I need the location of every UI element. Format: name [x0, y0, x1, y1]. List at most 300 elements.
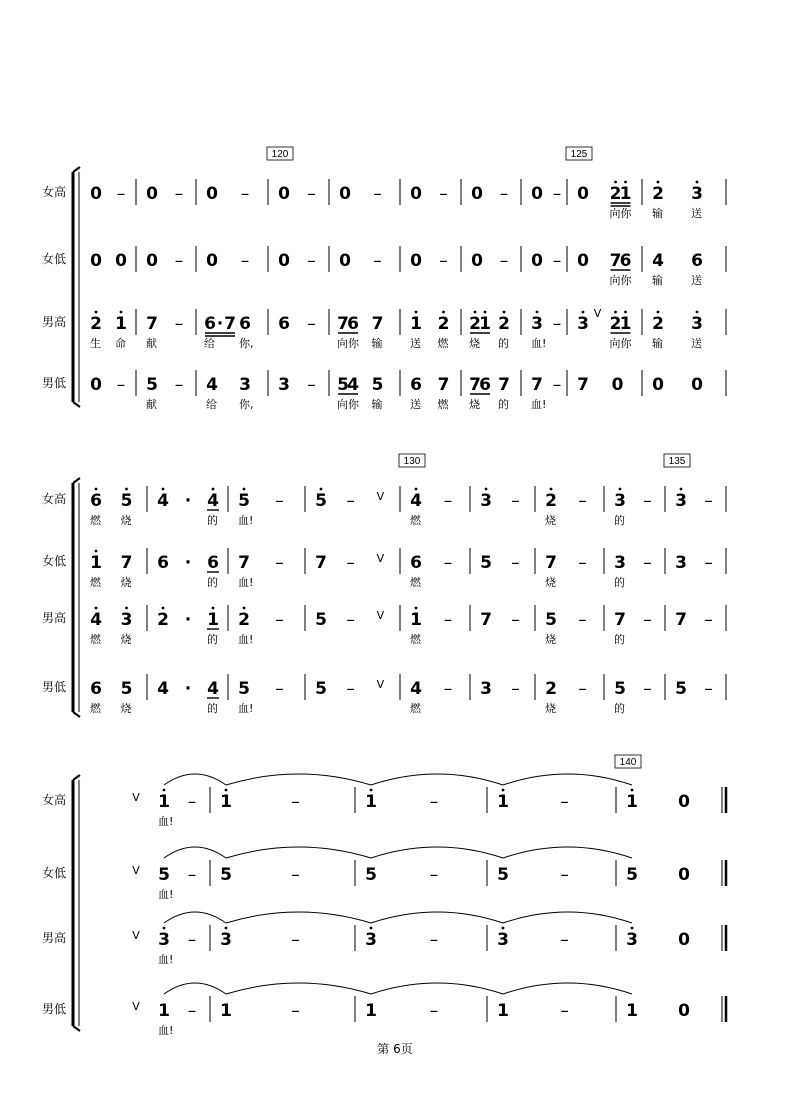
- extension-dash: –: [429, 792, 439, 812]
- extension-dash: –: [552, 314, 562, 334]
- lyric: 的: [614, 514, 625, 527]
- tie: [371, 847, 503, 858]
- octave-dot-high: [503, 311, 506, 314]
- breath-mark: V: [132, 1000, 140, 1013]
- score: [42, 147, 726, 1037]
- part-name: 女低: [41, 252, 67, 266]
- note-digit: 3: [120, 610, 133, 630]
- extension-dash: –: [174, 184, 184, 204]
- lyric: 送: [410, 337, 421, 350]
- rest: 0: [206, 184, 218, 204]
- bracket-top-hook: [73, 775, 80, 780]
- note-digit: 2: [545, 491, 557, 511]
- extension-dash: –: [443, 679, 453, 699]
- breath-mark: V: [132, 929, 140, 942]
- note-digit: 4: [207, 491, 219, 511]
- extension-dash: –: [643, 679, 652, 699]
- octave-dot-high: [95, 550, 98, 553]
- rest: 0: [90, 375, 102, 395]
- lyric: 命: [115, 337, 126, 350]
- octave-dot-high: [320, 488, 323, 491]
- octave-dot-high: [550, 488, 553, 491]
- lyric: 血!: [238, 576, 254, 589]
- note-digit: 4: [410, 679, 422, 699]
- augmentation-dot: ·: [184, 553, 192, 573]
- system-3: [42, 755, 726, 1037]
- page-footer: 第 6页: [377, 1042, 413, 1056]
- rest: 0: [90, 251, 102, 271]
- part-name: 男高: [41, 931, 67, 945]
- lyric: 燃: [90, 702, 101, 715]
- lyric: 输: [652, 274, 663, 287]
- lyric: 血!: [531, 337, 547, 350]
- rest: 0: [471, 251, 483, 271]
- extension-dash: –: [578, 610, 587, 630]
- note-digit: 7: [146, 314, 158, 334]
- octave-dot-high: [631, 927, 634, 930]
- part-女高: [42, 179, 726, 220]
- lyric: 输: [652, 207, 663, 220]
- extension-dash: –: [511, 679, 520, 699]
- note-digit: 3: [614, 553, 626, 573]
- lyric: 献: [146, 398, 157, 411]
- extension-dash: –: [240, 251, 250, 271]
- rest: 0: [531, 184, 543, 204]
- octave-dot-high: [696, 311, 699, 314]
- octave-dot-high: [502, 927, 505, 930]
- extension-dash: –: [499, 251, 509, 271]
- note-digit: 1: [365, 1001, 377, 1021]
- octave-dot-high: [484, 311, 487, 314]
- extension-dash: –: [643, 553, 652, 573]
- octave-dot-high: [95, 607, 98, 610]
- bracket-top-hook: [73, 478, 80, 483]
- note-digit: 5: [626, 865, 638, 885]
- extension-dash: –: [291, 1001, 300, 1021]
- octave-dot-high: [163, 789, 166, 792]
- lyric: 送: [691, 274, 702, 287]
- note-digit: 6: [347, 314, 359, 334]
- augmentation-dot: ·: [184, 491, 192, 511]
- lyric: 燃: [437, 398, 449, 411]
- lyric: 烧: [120, 514, 132, 527]
- note-digit: 3: [531, 314, 543, 334]
- lyric: 献: [146, 337, 157, 350]
- note-digit: 1: [410, 610, 422, 630]
- note-digit: 3: [480, 491, 492, 511]
- note-digit: 1: [158, 1001, 170, 1021]
- lyric: 给: [206, 398, 217, 411]
- note-digit: 2: [498, 314, 510, 334]
- augmentation-dot: ·: [216, 314, 224, 334]
- extension-dash: –: [499, 184, 509, 204]
- lyric: 烧: [545, 514, 556, 527]
- lyric: 的: [207, 576, 218, 589]
- note-digit: 5: [238, 679, 250, 699]
- lyric: 燃: [410, 702, 421, 715]
- octave-dot-high: [95, 488, 98, 491]
- octave-dot-high: [415, 311, 418, 314]
- note-digit: 5: [238, 491, 250, 511]
- part-男高: [42, 912, 726, 966]
- lyric: 燃: [90, 514, 101, 527]
- part-name: 男低: [41, 376, 67, 390]
- extension-dash: –: [187, 792, 197, 812]
- bracket-bottom-hook: [73, 402, 80, 407]
- lyric: 向你: [337, 337, 359, 350]
- rest: 0: [577, 184, 589, 204]
- lyric: 输: [371, 398, 383, 411]
- extension-dash: –: [346, 679, 355, 699]
- lyric: 烧: [469, 398, 480, 411]
- octave-dot-high: [415, 607, 418, 610]
- rest: 0: [678, 865, 690, 885]
- lyric: 血!: [158, 1024, 174, 1037]
- extension-dash: –: [511, 553, 520, 573]
- note-digit: 4: [652, 251, 664, 271]
- bracket-top-hook: [73, 167, 80, 172]
- lyric: 生: [90, 337, 101, 350]
- part-女低: [42, 246, 726, 287]
- octave-dot-high: [415, 488, 418, 491]
- octave-dot-high: [582, 311, 585, 314]
- extension-dash: –: [240, 184, 250, 204]
- rest: 0: [206, 251, 218, 271]
- note-digit: 5: [315, 491, 327, 511]
- octave-dot-high: [163, 927, 166, 930]
- tie: [371, 774, 503, 785]
- tie: [226, 983, 371, 994]
- rest: 0: [339, 184, 351, 204]
- note-digit: 2: [90, 314, 102, 334]
- note-digit: 5: [120, 679, 133, 699]
- note-digit: 1: [497, 1001, 509, 1021]
- tie: [503, 983, 632, 994]
- octave-dot-high: [442, 311, 445, 314]
- lyric: 输: [652, 337, 663, 350]
- breath-mark: V: [132, 864, 140, 877]
- octave-dot-high: [370, 789, 373, 792]
- octave-dot-high: [614, 311, 617, 314]
- note-digit: 2: [609, 314, 622, 334]
- octave-dot-high: [485, 488, 488, 491]
- part-男低: [42, 370, 726, 411]
- lyric: 向你: [609, 207, 632, 220]
- note-digit: 7: [531, 375, 543, 395]
- note-digit: 4: [90, 610, 102, 630]
- extension-dash: –: [560, 930, 569, 950]
- extension-dash: –: [552, 184, 562, 204]
- note-digit: 3: [480, 679, 492, 699]
- octave-dot-high: [502, 789, 505, 792]
- extension-dash: –: [187, 865, 197, 885]
- breath-mark: V: [376, 490, 385, 503]
- lyric: 你,: [239, 337, 254, 350]
- tie: [503, 847, 632, 858]
- extension-dash: –: [443, 491, 453, 511]
- note-digit: 5: [315, 610, 327, 630]
- lyric: 送: [410, 398, 421, 411]
- lyric: 烧: [545, 633, 556, 646]
- note-digit: 4: [157, 679, 169, 699]
- rest: 0: [90, 184, 102, 204]
- note-digit: 1: [410, 314, 422, 334]
- rest: 0: [115, 251, 127, 271]
- note-digit: 3: [691, 314, 703, 334]
- part-男低: [42, 983, 726, 1037]
- lyric: 血!: [238, 702, 254, 715]
- lyric: 烧: [545, 576, 556, 589]
- note-digit: 7: [614, 610, 626, 630]
- extension-dash: –: [291, 792, 300, 812]
- octave-dot-high: [243, 607, 246, 610]
- part-女低: [42, 548, 726, 589]
- extension-dash: –: [511, 610, 520, 630]
- note-digit: 7: [469, 375, 481, 395]
- note-digit: 6: [239, 314, 251, 334]
- rest: 0: [678, 1001, 690, 1021]
- octave-dot-high: [624, 311, 627, 314]
- rest: 0: [611, 375, 624, 395]
- octave-dot-high: [243, 488, 246, 491]
- extension-dash: –: [307, 375, 316, 395]
- note-digit: 6: [204, 314, 216, 334]
- extension-dash: –: [643, 610, 652, 630]
- note-digit: 5: [497, 865, 509, 885]
- lyric: 输: [371, 337, 383, 350]
- tie: [371, 912, 503, 923]
- octave-dot-high: [657, 311, 660, 314]
- lyric: 血!: [238, 633, 254, 646]
- lyric: 烧: [120, 576, 132, 589]
- tie: [164, 847, 226, 858]
- augmentation-dot: ·: [184, 610, 192, 630]
- breath-mark: V: [376, 552, 385, 565]
- tie: [226, 774, 371, 785]
- extension-dash: –: [439, 184, 448, 204]
- measure-number: 130: [403, 456, 421, 467]
- extension-dash: –: [373, 184, 382, 204]
- note-digit: 5: [371, 375, 384, 395]
- extension-dash: –: [116, 184, 126, 204]
- note-digit: 4: [410, 491, 422, 511]
- note-digit: 6: [479, 375, 491, 395]
- note-digit: 5: [220, 865, 232, 885]
- tie: [164, 774, 226, 785]
- note-digit: 6: [207, 553, 219, 573]
- lyric: 你,: [239, 398, 254, 411]
- note-digit: 1: [220, 792, 232, 812]
- extension-dash: –: [511, 491, 520, 511]
- tie: [164, 983, 226, 994]
- octave-dot-high: [225, 927, 228, 930]
- extension-dash: –: [578, 553, 587, 573]
- note-digit: 1: [626, 792, 638, 812]
- note-digit: 3: [365, 930, 377, 950]
- extension-dash: –: [704, 679, 713, 699]
- octave-dot-high: [624, 181, 627, 184]
- note-digit: 6: [90, 491, 102, 511]
- note-digit: 6: [619, 251, 632, 271]
- note-digit: 2: [157, 610, 169, 630]
- note-digit: 5: [315, 679, 327, 699]
- rest: 0: [146, 251, 158, 271]
- part-女高: [42, 486, 726, 527]
- extension-dash: –: [307, 314, 316, 334]
- note-digit: 7: [498, 375, 510, 395]
- note-digit: 2: [545, 679, 557, 699]
- lyric: 燃: [437, 337, 449, 350]
- part-name: 女高: [41, 185, 67, 199]
- note-digit: 3: [614, 491, 626, 511]
- note-digit: 7: [238, 553, 250, 573]
- note-digit: 2: [437, 314, 450, 334]
- note-digit: 7: [437, 375, 450, 395]
- note-digit: 7: [224, 314, 236, 334]
- note-digit: 2: [469, 314, 481, 334]
- note-digit: 7: [337, 314, 349, 334]
- rest: 0: [410, 184, 422, 204]
- part-男高: [42, 605, 726, 646]
- lyric: 血!: [238, 514, 254, 527]
- extension-dash: –: [704, 491, 713, 511]
- note-digit: 7: [371, 314, 384, 334]
- lyric: 血!: [158, 815, 174, 828]
- bracket-bottom-hook: [73, 712, 80, 717]
- extension-dash: –: [187, 1001, 197, 1021]
- octave-dot-high: [225, 789, 228, 792]
- extension-dash: –: [439, 251, 448, 271]
- note-digit: 1: [479, 314, 491, 334]
- measure-number: 135: [668, 456, 686, 467]
- octave-dot-high: [657, 181, 660, 184]
- note-digit: 2: [652, 184, 664, 204]
- part-男低: [42, 674, 726, 715]
- extension-dash: –: [373, 251, 382, 271]
- note-digit: 7: [577, 375, 589, 395]
- lyric: 向你: [609, 337, 632, 350]
- extension-dash: –: [174, 314, 184, 334]
- note-digit: 1: [365, 792, 377, 812]
- note-digit: 1: [207, 610, 219, 630]
- extension-dash: –: [346, 553, 355, 573]
- note-digit: 6: [410, 553, 422, 573]
- lyric: 的: [614, 702, 625, 715]
- lyric: 向你: [337, 398, 359, 411]
- extension-dash: –: [291, 865, 300, 885]
- octave-dot-high: [631, 789, 634, 792]
- note-digit: 4: [347, 375, 359, 395]
- note-digit: 6: [691, 251, 703, 271]
- rest: 0: [691, 375, 703, 395]
- octave-dot-high: [680, 488, 683, 491]
- note-digit: 3: [158, 930, 170, 950]
- note-digit: 5: [337, 375, 349, 395]
- lyric: 燃: [410, 633, 421, 646]
- note-digit: 3: [577, 314, 589, 334]
- octave-dot-high: [474, 311, 477, 314]
- note-digit: 7: [609, 251, 622, 271]
- octave-dot-high: [95, 311, 98, 314]
- part-name: 男高: [41, 315, 67, 329]
- octave-dot-high: [125, 488, 128, 491]
- note-digit: 3: [691, 184, 703, 204]
- note-digit: 2: [652, 314, 664, 334]
- lyric: 送: [691, 207, 702, 220]
- note-digit: 2: [238, 610, 250, 630]
- lyric: 的: [498, 398, 509, 411]
- octave-dot-high: [536, 311, 539, 314]
- rest: 0: [339, 251, 351, 271]
- lyric: 血!: [531, 398, 547, 411]
- part-name: 男低: [41, 680, 67, 694]
- note-digit: 4: [157, 491, 169, 511]
- lyric: 燃: [410, 514, 421, 527]
- part-男高: [42, 307, 726, 350]
- extension-dash: –: [704, 610, 713, 630]
- part-女低: [42, 847, 726, 901]
- extension-dash: –: [704, 553, 713, 573]
- note-digit: 7: [315, 553, 327, 573]
- octave-dot-high: [120, 311, 123, 314]
- part-name: 男高: [41, 611, 67, 625]
- extension-dash: –: [560, 865, 569, 885]
- note-digit: 7: [120, 553, 133, 573]
- extension-dash: –: [429, 930, 439, 950]
- octave-dot-high: [212, 488, 215, 491]
- note-digit: 7: [675, 610, 687, 630]
- extension-dash: –: [443, 553, 453, 573]
- extension-dash: –: [578, 491, 587, 511]
- rest: 0: [531, 251, 543, 271]
- extension-dash: –: [116, 375, 126, 395]
- note-digit: 4: [207, 679, 219, 699]
- tie: [503, 912, 632, 923]
- note-digit: 3: [220, 930, 232, 950]
- extension-dash: –: [346, 610, 355, 630]
- tie: [226, 912, 371, 923]
- octave-dot-high: [162, 488, 165, 491]
- note-digit: 6: [410, 375, 422, 395]
- extension-dash: –: [552, 375, 562, 395]
- part-name: 女低: [41, 866, 67, 880]
- lyric: 烧: [545, 702, 556, 715]
- system-1: [42, 147, 726, 411]
- note-digit: 5: [545, 610, 557, 630]
- lyric: 的: [614, 633, 625, 646]
- note-digit: 2: [609, 184, 622, 204]
- rest: 0: [678, 930, 690, 950]
- extension-dash: –: [429, 865, 439, 885]
- lyric: 的: [498, 337, 509, 350]
- octave-dot-high: [614, 181, 617, 184]
- lyric: 烧: [120, 633, 132, 646]
- extension-dash: –: [443, 610, 453, 630]
- lyric: 的: [614, 576, 625, 589]
- lyric: 血!: [158, 888, 174, 901]
- note-digit: 1: [115, 314, 127, 334]
- part-name: 女高: [41, 793, 67, 807]
- tie: [226, 847, 371, 858]
- octave-dot-high: [696, 181, 699, 184]
- note-digit: 1: [497, 792, 509, 812]
- lyric: 烧: [120, 702, 132, 715]
- note-digit: 6: [157, 553, 169, 573]
- note-digit: 5: [675, 679, 687, 699]
- breath-mark: V: [376, 678, 385, 691]
- extension-dash: –: [307, 184, 316, 204]
- measure-number: 120: [271, 149, 289, 160]
